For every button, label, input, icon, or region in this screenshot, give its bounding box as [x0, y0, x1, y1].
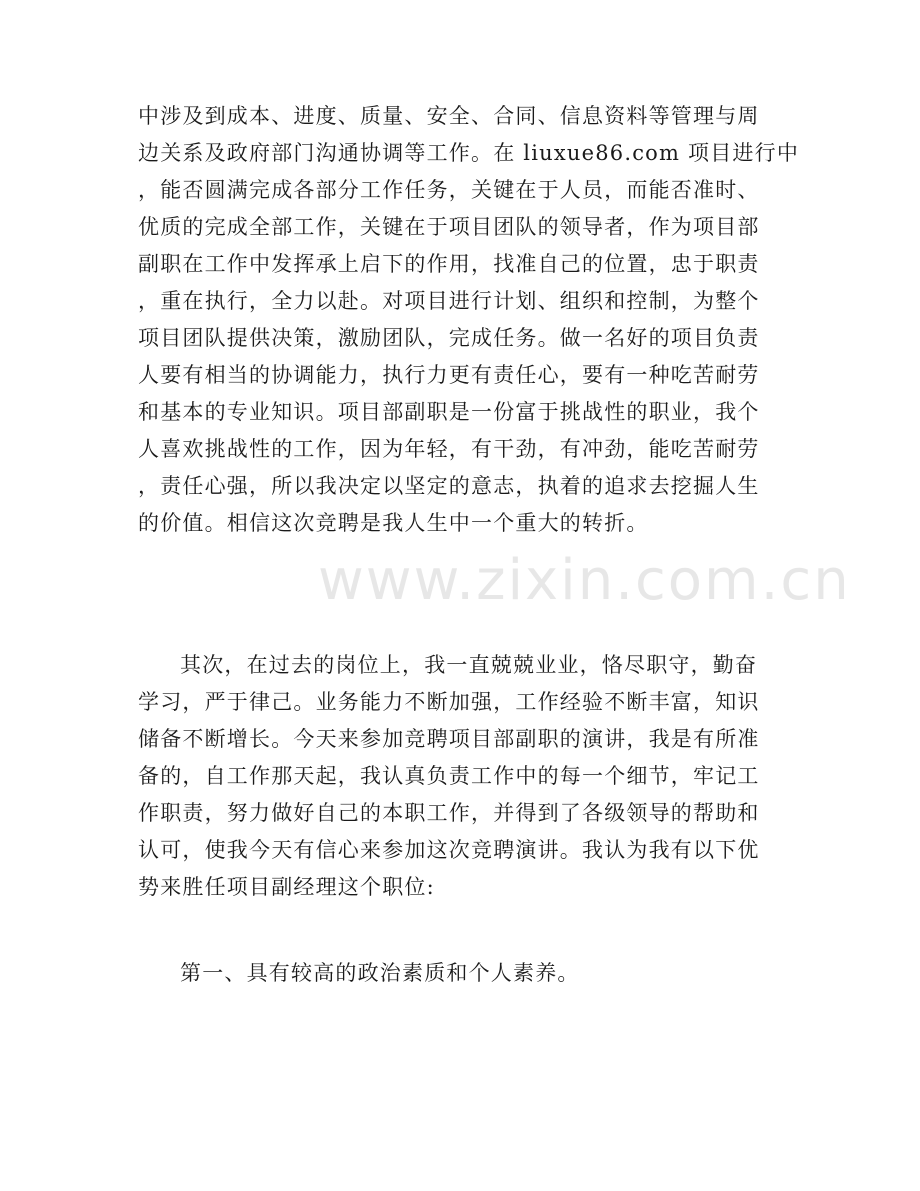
watermark: www.zixin.com.cn: [318, 548, 851, 613]
text-line: 人喜欢挑战性的工作，因为年轻，有干劲，有冲劲，能吃苦耐劳: [138, 437, 760, 461]
text-line: 副职在工作中发挥承上启下的作用，找准自己的位置，忠于职责: [138, 252, 760, 276]
paragraph-2: [138, 647, 798, 906]
text-line: 的价值。相信这次竞聘是我人生中一个重大的转折。: [138, 511, 649, 535]
text-line: 学习，严于律己。业务能力不断加强，工作经验不断丰富，知识: [138, 690, 760, 714]
text-line: 中涉及到成本、进度、质量、安全、合同、信息资料等管理与周: [138, 104, 760, 128]
text-line: 边关系及政府部门沟通协调等工作。在 liuxue86.com 项目进行中: [138, 141, 800, 165]
text-line: 备的，自工作那天起，我认真负责工作中的每一个细节，牢记工: [138, 764, 760, 788]
text-line: ，责任心强，所以我决定以坚定的意志，执着的追求去挖掘人生: [138, 474, 760, 498]
paragraph-3: [138, 955, 798, 992]
text-line: 优质的完成全部工作，关键在于项目团队的领导者，作为项目部: [138, 215, 760, 239]
paragraph-1: [138, 98, 798, 542]
text-line: 人要有相当的协调能力，执行力更有责任心，要有一种吃苦耐劳: [138, 363, 760, 387]
text-line: 其次，在过去的岗位上，我一直兢兢业业，恪尽职守，勤奋: [180, 653, 758, 677]
text-line: 作职责，努力做好自己的本职工作，并得到了各级领导的帮助和: [138, 801, 760, 825]
text-line: ，能否圆满完成各部分工作任务，关键在于人员，而能否准时、: [138, 178, 760, 202]
text-line: ，重在执行，全力以赴。对项目进行计划、组织和控制，为整个: [138, 289, 760, 313]
text-line: 项目团队提供决策，激励团队，完成任务。做一名好的项目负责: [138, 326, 760, 350]
text-line: 势来胜任项目副经理这个职位:: [138, 875, 435, 899]
text-line: 第一、具有较高的政治素质和个人素养。: [180, 961, 580, 985]
text-line: 认可，使我今天有信心来参加这次竞聘演讲。我认为我有以下优: [138, 838, 760, 862]
text-line: 和基本的专业知识。项目部副职是一份富于挑战性的职业，我个: [138, 400, 760, 424]
text-line: 储备不断增长。今天来参加竞聘项目部副职的演讲，我是有所准: [138, 727, 760, 751]
